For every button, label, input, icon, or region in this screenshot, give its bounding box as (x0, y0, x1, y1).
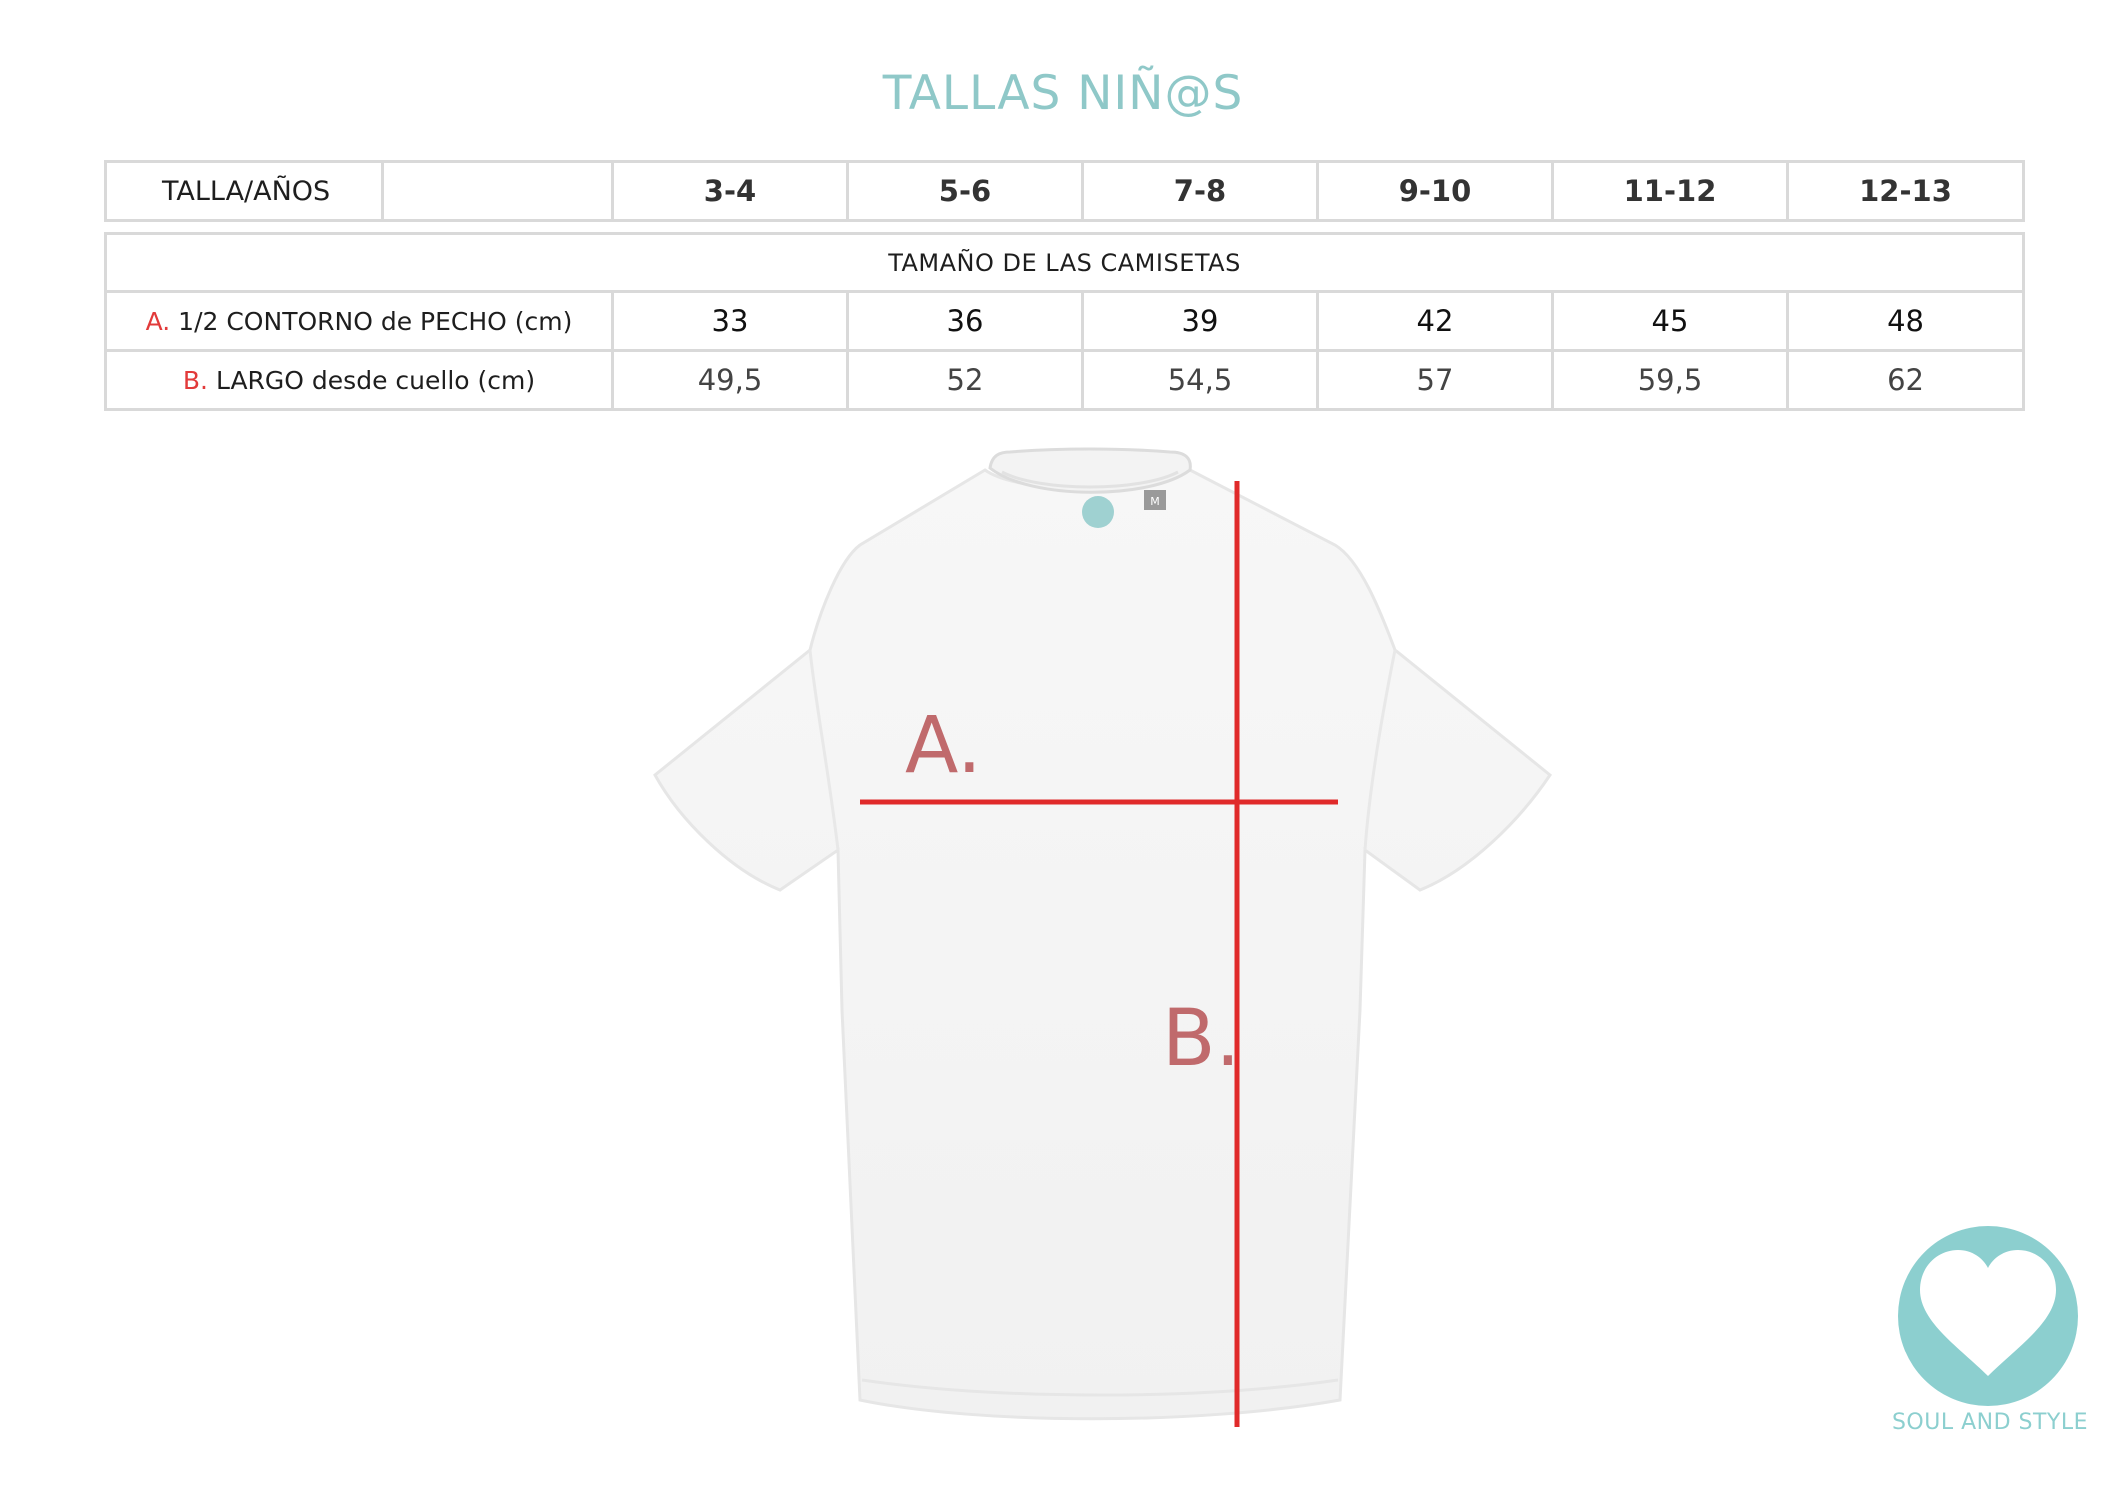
size-column-header: 11-12 (1553, 162, 1788, 221)
label-b: B. (1162, 994, 1241, 1084)
row-letter: B. (182, 365, 208, 395)
size-tag-text: M (1150, 495, 1160, 508)
neck-tag-logo (1082, 496, 1114, 528)
length-value: 57 (1318, 351, 1553, 410)
chest-value: 48 (1788, 292, 2024, 351)
size-column-header: 9-10 (1318, 162, 1553, 221)
chest-value: 33 (613, 292, 848, 351)
chest-value: 42 (1318, 292, 1553, 351)
page-title: TALLAS NIÑ@S (882, 66, 1244, 121)
row-label-text: 1/2 CONTORNO de PECHO (cm) (178, 306, 573, 336)
size-column-header: 7-8 (1083, 162, 1318, 221)
row-letter: A. (145, 306, 171, 336)
brand-name: SOUL AND STYLE (1891, 1410, 2089, 1435)
label-a: A. (905, 701, 982, 791)
size-header-label: TALLA/AÑOS (106, 162, 383, 221)
length-value: 49,5 (613, 351, 848, 410)
length-value: 52 (848, 351, 1083, 410)
chest-value: 36 (848, 292, 1083, 351)
chest-value: 45 (1553, 292, 1788, 351)
length-value: 59,5 (1553, 351, 1788, 410)
size-column-header: 5-6 (848, 162, 1083, 221)
size-column-header: 12-13 (1788, 162, 2024, 221)
tshirt-shape (655, 449, 1550, 1419)
size-column-header: 3-4 (613, 162, 848, 221)
brand-logo (1898, 1226, 2078, 1406)
row-label-text: LARGO desde cuello (cm) (215, 365, 536, 395)
length-value: 62 (1788, 351, 2024, 410)
section-title: TAMAÑO DE LAS CAMISETAS (106, 234, 2024, 292)
chest-value: 39 (1083, 292, 1318, 351)
length-value: 54,5 (1083, 351, 1318, 410)
